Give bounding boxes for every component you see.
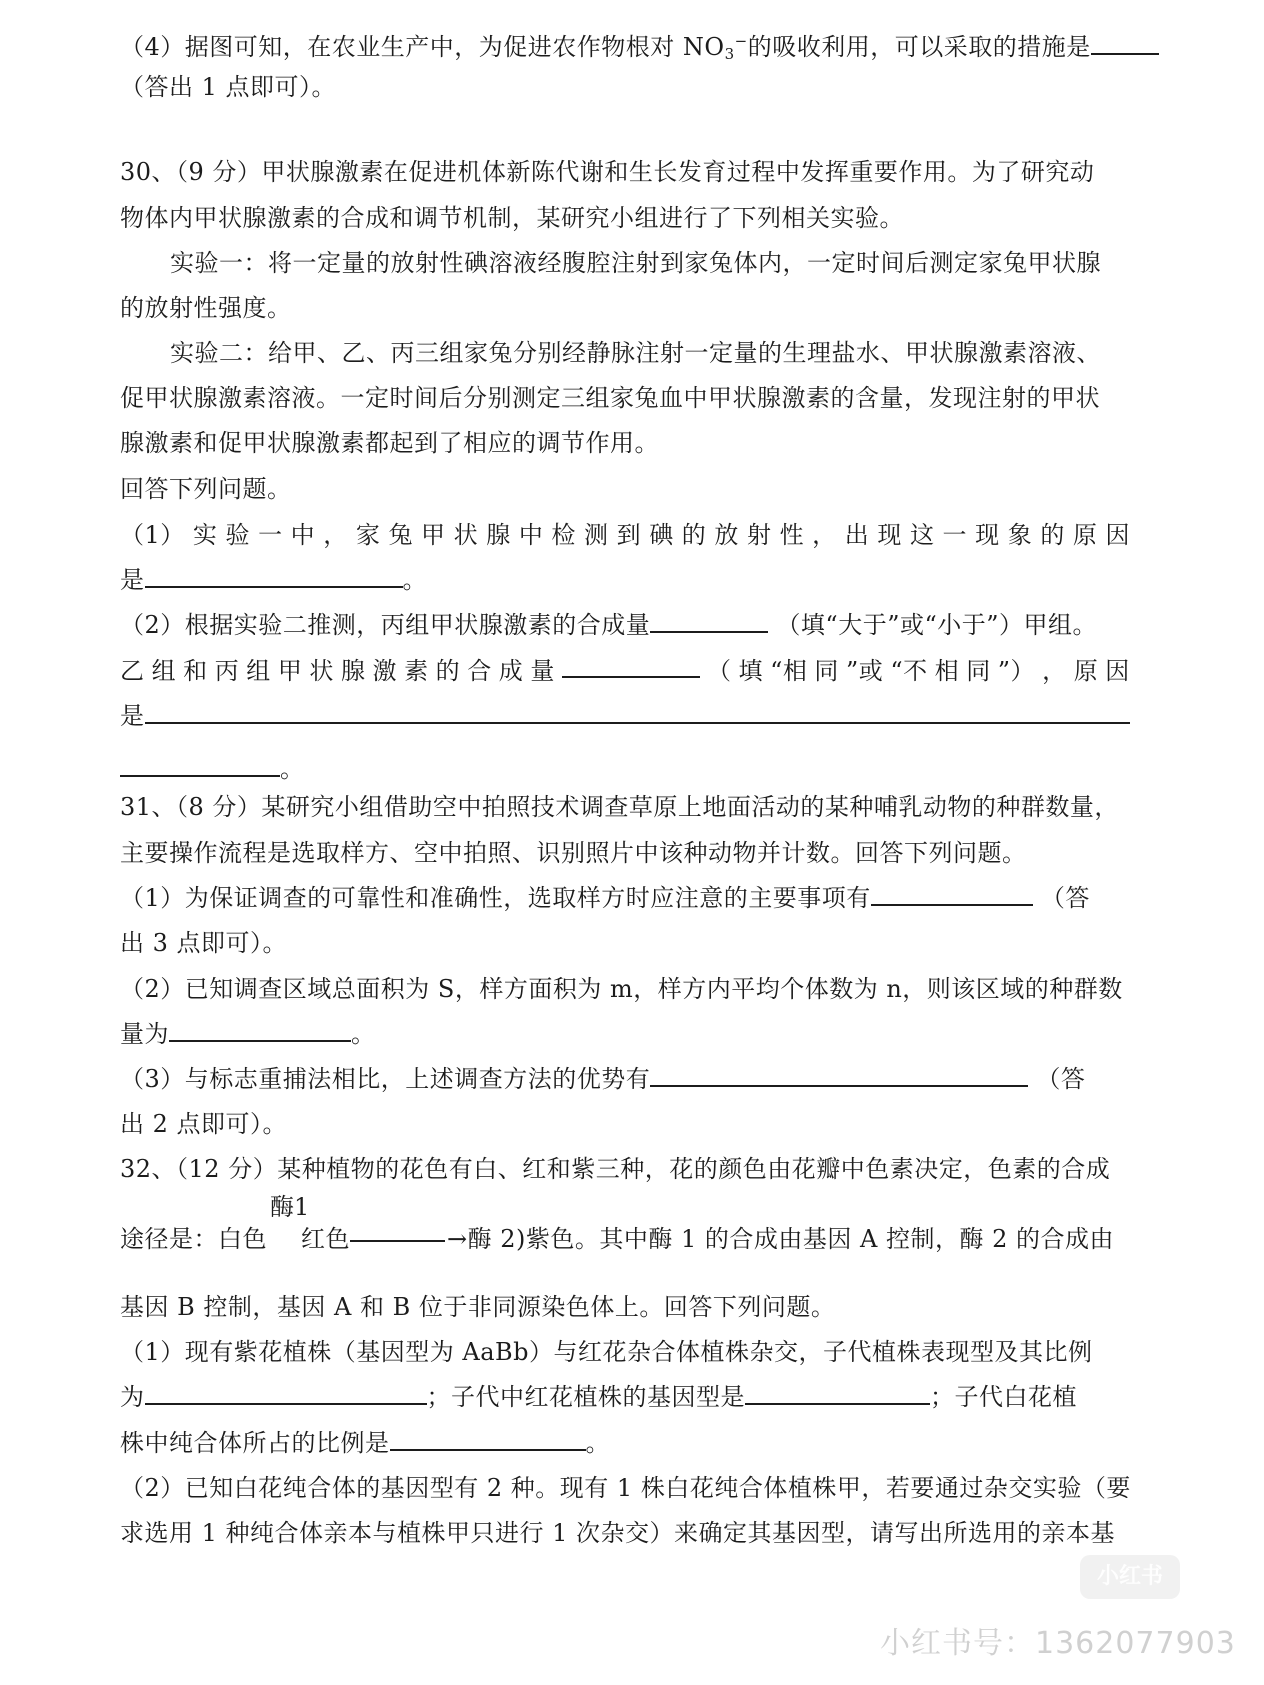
q30-1-line1 <box>120 518 1130 552</box>
q31-3-text-a: （3）与标志重捕法相比，上述调查方法的优势有 <box>120 1065 651 1093</box>
q30-1-shi: 是 <box>120 566 145 594</box>
char: 填 <box>738 657 763 685</box>
char: “相 <box>770 657 808 685</box>
q31-2-line1: （2）已知调查区域总面积为 S，样方面积为 m，样方内平均个体数为 n，则该区域的种群数 <box>120 975 1123 1003</box>
no3-subscript: 3 <box>724 45 735 63</box>
char: 这 <box>909 521 935 549</box>
q30-answer-prompt: 回答下列问题。 <box>120 475 292 503</box>
char: ， <box>323 521 348 549</box>
char: 腺 <box>340 657 366 685</box>
char: 出 <box>844 521 870 549</box>
char: “不 <box>890 657 928 685</box>
char: 现 <box>975 521 1000 549</box>
q30-exp2-line1: 实验二：给甲、乙、丙三组家兔分别经静脉注射一定量的生理盐水、甲状腺激素溶液、 <box>170 339 1101 367</box>
answer-blank[interactable] <box>169 1018 351 1042</box>
char: 丙 <box>214 657 240 685</box>
q29-4-line1 <box>120 24 1130 71</box>
q30-exp2-line3: 腺激素和促甲状腺激素都起到了相应的调节作用。 <box>120 429 659 457</box>
char: 状 <box>453 521 479 549</box>
char: 碘 <box>649 521 674 549</box>
char: 射 <box>746 521 772 549</box>
q32-1-end: 。 <box>585 1429 610 1457</box>
q32-pathway-b: 红色 <box>301 1225 350 1253</box>
answer-blank[interactable] <box>145 1381 427 1405</box>
answer-blank[interactable] <box>1091 31 1159 55</box>
char: 性 <box>779 521 805 549</box>
answer-blank[interactable] <box>120 753 280 777</box>
char: 相 <box>934 657 960 685</box>
q32-1-text-d: 株中纯合体所占的比例是 <box>120 1429 390 1457</box>
char: 因 <box>1105 521 1130 549</box>
char: 一 <box>258 521 283 549</box>
q30-exp1-line2: 的放射性强度。 <box>120 294 292 322</box>
q32-1-text-a: 为 <box>120 1383 145 1411</box>
char: ”或 <box>845 657 884 685</box>
xiaohongshu-id-watermark: 小红书号：1362077903 <box>880 1626 1236 1661</box>
char: 原 <box>1072 521 1098 549</box>
char: 兔 <box>388 521 413 549</box>
char: 激 <box>372 657 397 685</box>
q32-pathway-a: 途径是：白色 <box>120 1225 267 1253</box>
answer-blank[interactable] <box>145 700 1130 724</box>
q30-2-line1 <box>120 608 1130 642</box>
q30-2-shi: 是 <box>120 702 145 730</box>
q31-3-line1 <box>120 1062 1130 1096</box>
q31-2-line2 <box>120 1017 1130 1051</box>
char: 因 <box>1105 657 1130 685</box>
q30-1-end: 。 <box>402 566 427 594</box>
q31-1-line1 <box>120 881 1130 915</box>
q32-stem-line1: 32、（12 分）某种植物的花色有白、红和紫三种，花的颜色由花瓣中色素决定，色素的合成 <box>120 1155 1111 1183</box>
char: 组 <box>246 657 271 685</box>
char: 同 <box>966 657 991 685</box>
answer-blank[interactable] <box>745 1381 930 1405</box>
char: 和 <box>183 657 208 685</box>
char: （1） <box>120 521 185 549</box>
char: 的 <box>681 521 707 549</box>
char: 量 <box>530 657 555 685</box>
q32-pathway-line <box>120 1222 1130 1256</box>
char: 甲 <box>277 657 303 685</box>
char: 象 <box>1007 521 1033 549</box>
char: 的 <box>1040 521 1065 549</box>
q32-1-line1: （1）现有紫花植株（基因型为 AaBb）与红花杂合体植株杂交，子代植株表现型及其比例 <box>120 1338 1093 1366</box>
q30-2-text-a: （2）根据实验二推测，丙组甲状腺激素的合成量 <box>120 611 651 639</box>
q31-1-line2: 出 3 点即可）。 <box>120 929 288 957</box>
char: 甲 <box>421 521 446 549</box>
char: 一 <box>942 521 968 549</box>
q29-4-line2: （答出 1 点即可）。 <box>120 73 337 101</box>
char: （ <box>706 657 732 685</box>
char: 实 <box>192 521 218 549</box>
char: 家 <box>355 521 381 549</box>
char: 组 <box>151 657 177 685</box>
char: 成 <box>498 657 524 685</box>
q30-exp1-line1: 实验一：将一定量的放射性碘溶液经腹腔注射到家兔体内，一定时间后测定家兔甲状腺 <box>170 249 1101 277</box>
char: 验 <box>225 521 250 549</box>
q31-2-text-a: 量为 <box>120 1020 169 1048</box>
char: 腺 <box>486 521 511 549</box>
answer-blank[interactable] <box>562 654 700 678</box>
answer-blank[interactable] <box>145 564 403 588</box>
q31-stem-line2: 主要操作流程是选取样方、空中拍照、识别照片中该种动物并计数。回答下列问题。 <box>120 839 1027 867</box>
char: ”） <box>997 657 1036 685</box>
q32-2-line1: （2）已知白花纯合体的基因型有 2 种。现有 1 株白花纯合体植株甲，若要通过杂交实验（要 <box>120 1474 1131 1502</box>
q32-pathway-c: →酶 2)紫色。其中酶 1 的合成由基因 A 控制，酶 2 的合成由 <box>447 1225 1115 1253</box>
q30-2-line4 <box>120 752 1130 786</box>
xiaohongshu-logo-watermark: 小红书 <box>1080 1555 1180 1599</box>
q31-1-text-a: （1）为保证调查的可靠性和准确性，选取样方时应注意的主要事项有 <box>120 884 871 912</box>
q30-1-line2 <box>120 563 1130 597</box>
q30-2-end: 。 <box>280 755 305 783</box>
answer-blank[interactable] <box>871 882 1033 906</box>
char: ， <box>1042 657 1067 685</box>
char: 状 <box>309 657 334 685</box>
char: 乙 <box>120 657 145 685</box>
q31-2-end: 。 <box>351 1020 376 1048</box>
q30-exp2-line2: 促甲状腺激素溶液。一定时间后分别测定三组家兔血中甲状腺激素的含量，发现注射的甲状 <box>120 384 1100 412</box>
q32-1-line2 <box>120 1380 1130 1414</box>
q32-2-line2: 求选用 1 种纯合体亲本与植株甲只进行 1 次杂交）来确定其基因型，请写出所选用的亲本基 <box>120 1519 1116 1547</box>
char: 的 <box>435 657 461 685</box>
q32-1-line3 <box>120 1426 1130 1460</box>
char: 现 <box>877 521 902 549</box>
q32-1-text-b: ；子代中红花植株的基因型是 <box>426 1383 745 1411</box>
q31-1-text-b: （答 <box>1040 884 1090 912</box>
char: 到 <box>616 521 642 549</box>
char: 素 <box>404 657 429 685</box>
char: 合 <box>467 657 492 685</box>
enzyme-1-label: 酶1 <box>270 1193 310 1221</box>
q30-stem-line2: 物体内甲状腺激素的合成和调节机制，某研究小组进行了下列相关实验。 <box>120 204 904 232</box>
answer-blank[interactable] <box>390 1427 586 1451</box>
q32-1-text-c: ；子代白花植 <box>930 1383 1077 1411</box>
char: 中 <box>290 521 316 549</box>
answer-blank[interactable] <box>650 609 768 633</box>
char: 放 <box>714 521 739 549</box>
q30-2-line3 <box>120 699 1130 733</box>
q30-2-line2 <box>120 654 1130 688</box>
char: 同 <box>814 657 839 685</box>
char: 检 <box>551 521 576 549</box>
q31-stem-line1: 31、（8 分）某研究小组借助空中拍照技术调查草原上地面活动的某种哺乳动物的种群数量， <box>120 793 1119 821</box>
q30-stem-line1: 30、（9 分）甲状腺激素在促进机体新陈代谢和生长发育过程中发挥重要作用。为了研究动 <box>120 158 1095 186</box>
char: ， <box>812 521 837 549</box>
answer-blank[interactable] <box>650 1063 1028 1087</box>
q29-4-text-a: （4）据图可知，在农业生产中，为促进农作物根对 NO <box>120 33 725 61</box>
q31-3-line2: 出 2 点即可）。 <box>120 1110 288 1138</box>
q32-stem-line3: 基因 B 控制，基因 A 和 B 位于非同源染色体上。回答下列问题。 <box>120 1293 836 1321</box>
q29-4-text-b: 的吸收利用，可以采取的措施是 <box>747 33 1091 61</box>
char: 测 <box>584 521 609 549</box>
pathway-arrow-line <box>350 1240 445 1242</box>
q31-3-text-b: （答 <box>1036 1065 1086 1093</box>
char: 原 <box>1073 657 1099 685</box>
no3-superscript: − <box>734 32 748 50</box>
char: 中 <box>518 521 544 549</box>
q30-2-text-b: （填“大于”或“小于”）甲组。 <box>776 611 1097 639</box>
